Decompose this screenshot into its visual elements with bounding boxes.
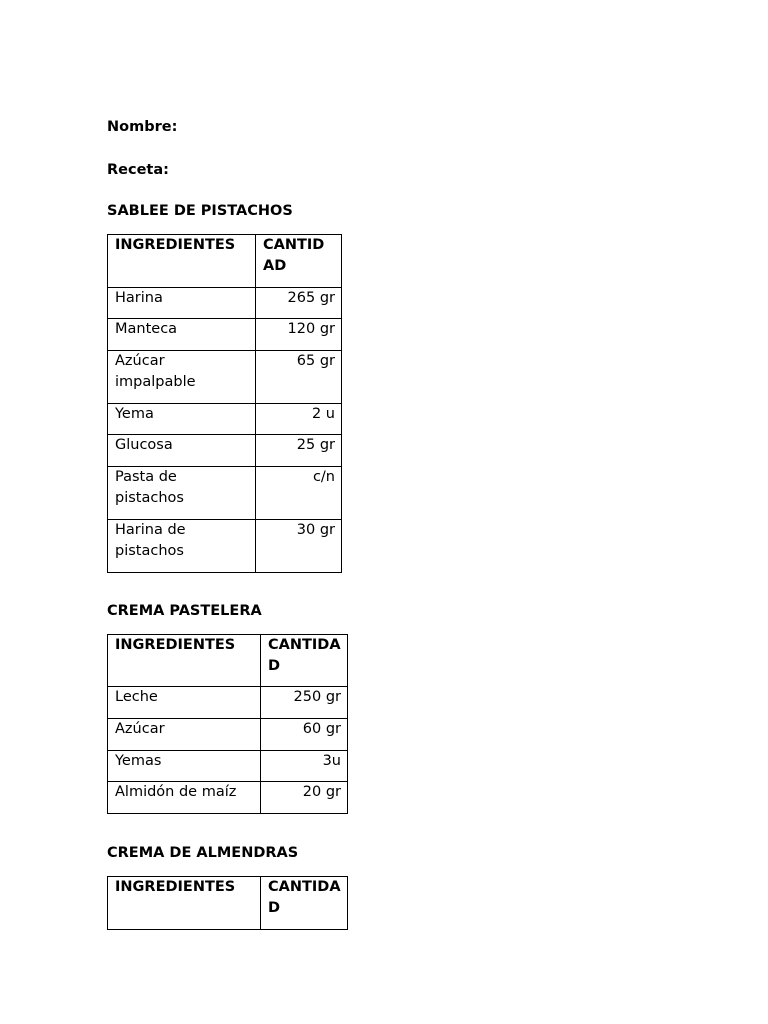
quantity-cell: 265 gr (256, 288, 342, 319)
table-row (108, 351, 342, 404)
table-header-row (108, 877, 348, 930)
section-title-crema-pastelera: CREMA PASTELERA (107, 603, 262, 619)
ingredients-table-crema-pastelera (107, 634, 348, 814)
quantity-cell: 250 gr (261, 687, 348, 719)
table-row (108, 719, 348, 751)
ingredient-cell: Almidón de maíz (108, 782, 261, 814)
ingredient-cell: Leche (108, 687, 261, 719)
ingredient-cell: Harina de pistachos (108, 520, 256, 573)
table-row (108, 467, 342, 520)
ingredient-cell: Glucosa (108, 435, 256, 467)
ingredient-cell: Azúcar (108, 719, 261, 751)
quantity-cell: 20 gr (261, 782, 348, 814)
quantity-cell: 2 u (256, 404, 342, 435)
table-row (108, 319, 342, 351)
ingredient-cell: Harina (108, 288, 256, 319)
ingredient-cell: Yema (108, 404, 256, 435)
table-row (108, 404, 342, 435)
name-label: Nombre: (107, 119, 178, 135)
ingredient-cell: Yemas (108, 751, 261, 782)
table-row (108, 782, 348, 814)
quantity-cell: c/n (256, 467, 342, 520)
quantity-cell: 30 gr (256, 520, 342, 573)
ingredient-cell: Azúcar impalpable (108, 351, 256, 404)
quantity-cell: 65 gr (256, 351, 342, 404)
column-header-quantity: CANTIDAD (256, 235, 342, 288)
ingredients-table-sablee (107, 234, 342, 573)
table-row (108, 751, 348, 782)
ingredient-cell: Manteca (108, 319, 256, 351)
table-row (108, 520, 342, 573)
ingredient-cell: Pasta de pistachos (108, 467, 256, 520)
quantity-cell: 25 gr (256, 435, 342, 467)
table-row (108, 687, 348, 719)
ingredients-table-crema-almendras (107, 876, 348, 930)
quantity-cell: 3u (261, 751, 348, 782)
section-title-crema-almendras: CREMA DE ALMENDRAS (107, 845, 299, 861)
quantity-cell: 120 gr (256, 319, 342, 351)
column-header-ingredients: INGREDIENTES (108, 235, 256, 288)
column-header-quantity: CANTIDAD (261, 635, 348, 687)
section-title-sablee: SABLEE DE PISTACHOS (107, 203, 293, 219)
table-header-row (108, 235, 342, 288)
table-header-row (108, 635, 348, 687)
table-row (108, 288, 342, 319)
column-header-ingredients: INGREDIENTES (108, 877, 261, 930)
column-header-quantity: CANTIDAD (261, 877, 348, 930)
quantity-cell: 60 gr (261, 719, 348, 751)
recipe-label: Receta: (107, 162, 169, 178)
column-header-ingredients: INGREDIENTES (108, 635, 261, 687)
table-row (108, 435, 342, 467)
